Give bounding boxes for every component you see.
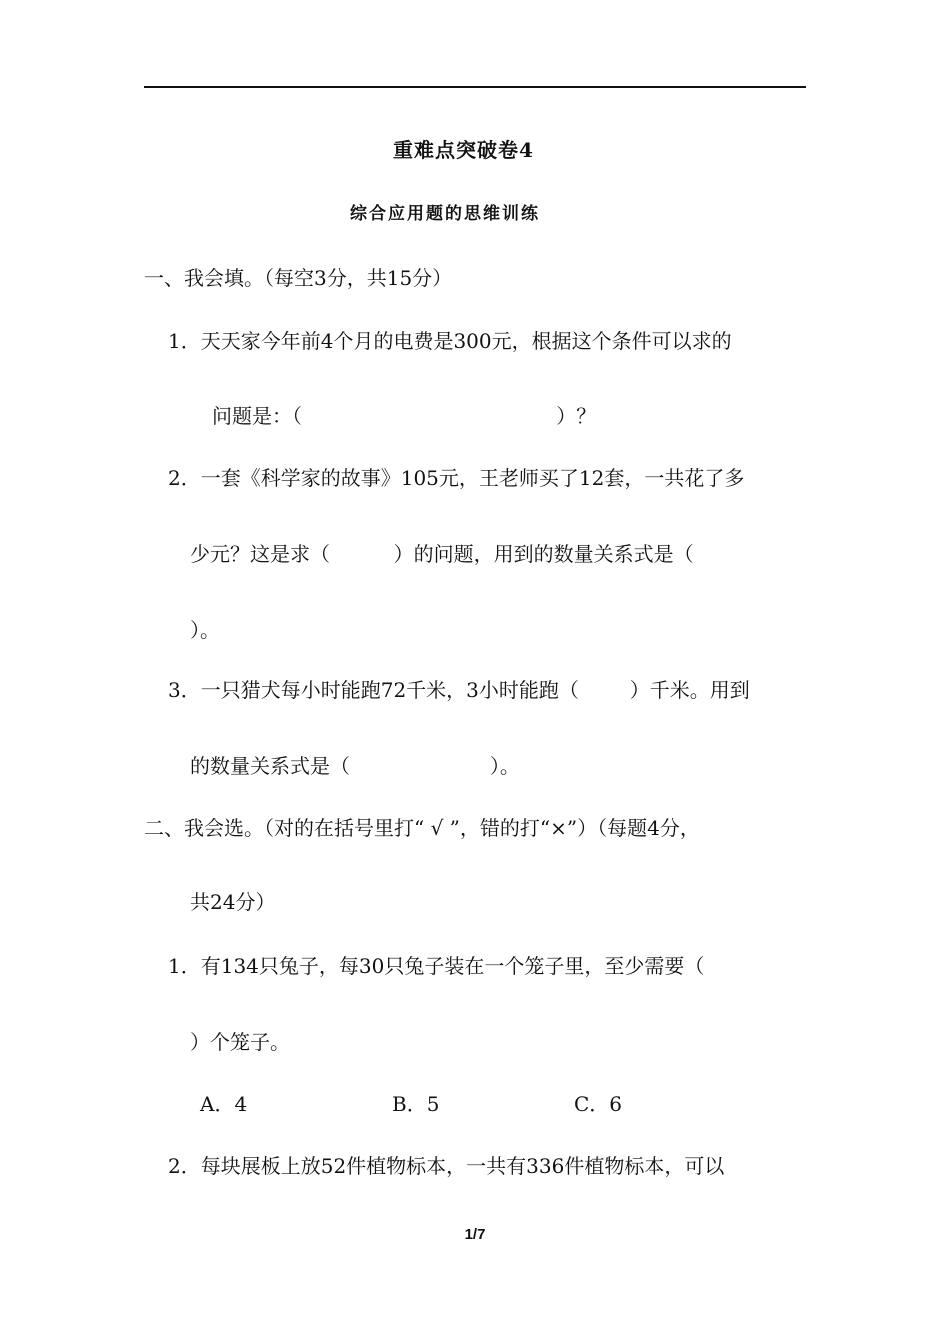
section2-heading-line1: 二、我会选。（对的在括号里打“ √ ”，错的打“×”）（每题4分， [144,816,700,840]
s2-q1-option-c: C．6 [574,1092,623,1116]
s1-q2-line1: 2．一套《科学家的故事》105元，王老师买了12套，一共花了多 [168,466,745,490]
page-number: 1/7 [464,1226,486,1243]
header-rule [144,86,806,88]
section2-heading-line2: 共24分） [190,890,276,914]
s2-q1-line1: 1．有134只兔子，每30只兔子装在一个笼子里，至少需要（ [168,954,705,978]
section1-heading: 一、我会填。（每空3分，共15分） [144,266,453,290]
s1-q1-line2: 问题是：（ ）？ [212,404,597,428]
s1-q2-line3: ）。 [190,618,220,642]
page-title: 重难点突破卷4 [393,138,534,162]
s2-q1-option-a: A．4 [200,1092,248,1116]
s1-q3-line2: 的数量关系式是（ ）。 [190,754,520,778]
s2-q1-option-b: B．5 [392,1092,440,1116]
page-subtitle: 综合应用题的思维训练 [350,204,540,224]
s2-q1-line2: ）个笼子。 [190,1030,290,1054]
s1-q3-line1: 3．一只猎犬每小时能跑72千米，3小时能跑（ ）千米。用到 [168,678,750,702]
s1-q2-line2: 少元？这是求（ ）的问题，用到的数量关系式是（ [190,542,694,566]
s1-q1-line1: 1．天天家今年前4个月的电费是300元，根据这个条件可以求的 [168,329,732,353]
s2-q2-line1: 2．每块展板上放52件植物标本，一共有336件植物标本，可以 [168,1154,725,1178]
